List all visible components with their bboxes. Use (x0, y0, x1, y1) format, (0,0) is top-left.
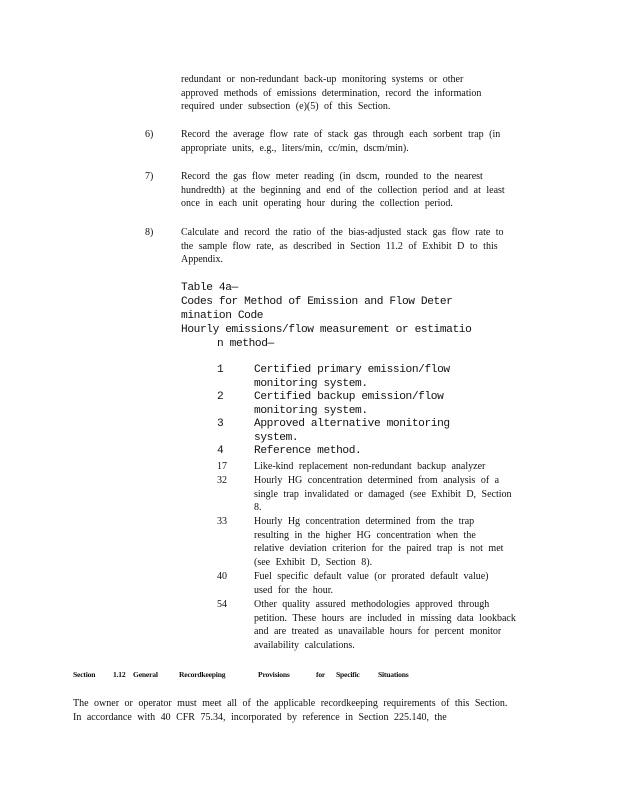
section-heading-word: for (316, 670, 326, 679)
item-text: Record the average flow rate of stack gas through each sorbent trap (in appropriate units, e.g., liters/min, cc/min, dscm/min). (181, 129, 501, 154)
table-title-line: Codes for Method of Emission and Flow Deter (181, 296, 453, 308)
row-description: Approved alternative monitoring system. (254, 418, 450, 444)
row-description: Other quality assured methodologies approved through petition. These hours are included in missing data lookback and are treated as unavailable hours for percent monitor availability calculations. (254, 599, 516, 651)
table-title-line: n method— (217, 338, 274, 350)
row-description: Certified primary emission/flow monitoring system. (254, 364, 450, 390)
row-code: 17 (217, 461, 227, 472)
table-title-line: Table 4a— (181, 282, 238, 294)
section-heading-word: Specific (336, 670, 360, 679)
item-number: 8) (145, 227, 154, 238)
row-code: 2 (217, 391, 224, 403)
row-description: Hourly HG concentration determined from analysis of a single trap invalidated or damaged (see Exhibit D, Section 8. (254, 475, 512, 514)
row-code: 4 (217, 445, 224, 457)
row-description: Hourly Hg concentration determined from the trap resulting in the higher HG concentration when the relative deviation criterion for the paired trap is not met (see Exhibit D, Section 8). (254, 516, 504, 568)
section-heading-number: 1.12 (113, 670, 126, 679)
row-code: 33 (217, 516, 227, 527)
row-code: 54 (217, 599, 227, 610)
item-text: Calculate and record the ratio of the bias-adjusted stack gas flow rate to the sample flow rate, as described in Section 11.2 of Exhibit D to this Appendix. (181, 227, 504, 266)
section-heading-word: Provisions (258, 670, 290, 679)
section-heading (73, 670, 543, 682)
continuation-paragraph: redundant or non-redundant back-up monitoring systems or other approved methods of emissions determination, record the information required under subsection (e)(5) of this Section. (181, 74, 482, 113)
item-number: 7) (145, 171, 154, 182)
row-description: Certified backup emission/flow monitoring system. (254, 391, 444, 417)
section-heading-label: Section (73, 670, 96, 679)
row-code: 32 (217, 475, 227, 486)
table-title-line: mination Code (181, 310, 264, 322)
section-body-paragraph: The owner or operator must meet all of the applicable recordkeeping requirements of this Section. In accordance with 40 CFR 75.34, incorporated by reference in Section 225.140, the (73, 698, 508, 723)
table-title-line: Hourly emissions/flow measurement or estimatio (181, 324, 472, 336)
row-code: 40 (217, 571, 227, 582)
section-heading-word: Recordkeeping (179, 670, 226, 679)
item-number: 6) (145, 129, 154, 140)
section-heading-word: Situations (378, 670, 409, 679)
row-description: Reference method. (254, 445, 362, 457)
row-description: Like-kind replacement non-redundant backup analyzer (254, 461, 486, 472)
row-description: Fuel specific default value (or prorated default value) used for the hour. (254, 571, 489, 596)
section-heading-word: General (133, 670, 158, 679)
row-code: 1 (217, 364, 224, 376)
row-code: 3 (217, 418, 224, 430)
item-text: Record the gas flow meter reading (in dscm, rounded to the nearest hundredth) at the beginning and end of the collection period and at least once in each unit operating hour during the collection period. (181, 171, 505, 210)
